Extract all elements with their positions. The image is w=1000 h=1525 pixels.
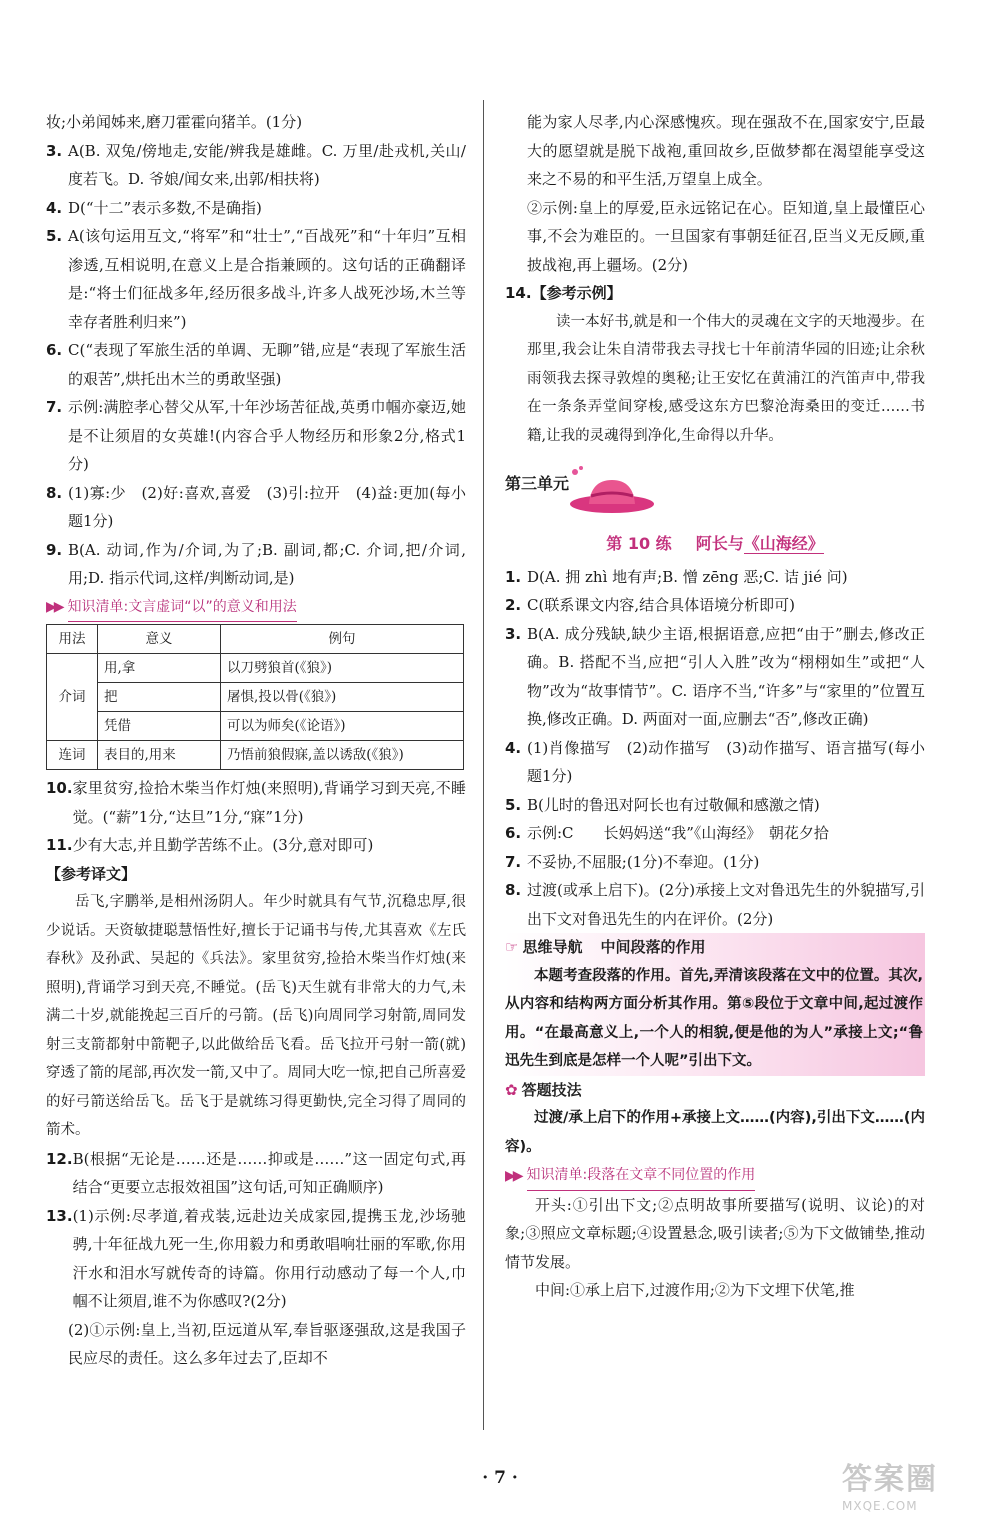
- table-header: 例句: [221, 625, 464, 654]
- answer-item: [46, 1202, 466, 1316]
- answer-text: 示例:C 长妈妈送“我”《山海经》 朝花夕拾: [527, 824, 829, 842]
- answer-text: C(“表现了军旅生活的单调、无聊”错,应是“表现了军旅生活的艰苦”,烘托出木兰的勇敢坚强): [68, 341, 466, 388]
- reference-example-header: 【参考示例】: [531, 284, 622, 302]
- answer-item: [46, 194, 466, 223]
- unit-title: 第三单元: [505, 474, 570, 493]
- answer-list-a: [46, 137, 466, 593]
- table-header: 意义: [98, 625, 221, 654]
- table-header-row: [47, 625, 464, 654]
- answer-item: [505, 279, 925, 308]
- answer-number: 4.: [505, 738, 522, 757]
- table-cell-meaning: 凭借: [98, 712, 221, 741]
- table-row: [47, 683, 464, 712]
- reference-translation: 岳飞,字鹏举,是相州汤阴人。年少时就具有气节,沉稳忠厚,很少说话。天资敏捷聪慧悟性好,擅长于记诵书与传,尤其喜欢《左氏春秋》及孙武、吴起的《兵法》。家里贫穷,捡拾木柴当作灯烛(来照明),背诵学习到天亮,不睡觉。(岳飞)天生就有非常大的力气,未满二十岁,就能挽起三百斤的弓箭。(岳飞)向周同学习射箭,周同发射三支箭都射中箭靶子,以此做给岳飞看。岳飞拉开弓射一箭(就)穿透了箭的尾部,再次发一箭,又中了。周同大吃一惊,把自己所喜爱的好弓箭送给岳飞。岳飞于是就练习得更勤快,完全习得了周同的箭术。: [46, 894, 466, 1138]
- answer-text: C(联系课文内容,结合具体语境分析即可): [527, 596, 795, 614]
- answer-text: 少有大志,并且勤学苦练不止。(3分,意对即可): [72, 836, 374, 854]
- knowledge-list-header: ▶▶ 知识清单:文言虚词“以”的意义和用法: [46, 593, 466, 623]
- answer-item: [46, 137, 466, 194]
- answer-number: 13.: [46, 1206, 73, 1225]
- table-cell-usage: 介词: [47, 654, 98, 741]
- column-divider: [483, 100, 484, 1430]
- unit-banner: [505, 462, 925, 522]
- answer-text: 过渡(或承上启下)。(2分)承接上文对鲁迅先生的外貌描写,引出下文对鲁迅先生的内在评价。(2分): [527, 881, 925, 928]
- answer-list-b: [46, 774, 466, 860]
- answer-number: 1.: [505, 567, 522, 586]
- answer-item: [505, 848, 925, 877]
- reference-translation-header: 【参考译文】: [46, 864, 137, 883]
- answer-number: 5.: [46, 227, 63, 245]
- table-cell-meaning: 表目的,用来: [98, 741, 221, 770]
- answer-item: [505, 791, 925, 820]
- answer-text: A(B. 双兔/傍地走,安能/辨我是雄雌。C. 万里/赴戎机,关山/度若飞。D. 爷娘/闻女来,出郭/相扶将): [68, 141, 466, 188]
- table-row: [47, 741, 464, 770]
- answer-item: [46, 222, 466, 336]
- thinking-guide-box: [505, 933, 925, 1076]
- answer-item: [505, 876, 925, 933]
- answer-text: A(该句运用互文,“将军”和“壮士”,“百战死”和“十年归”互相渗透,互相说明,在意义上是合指兼顾的。这句话的正确翻译是:“将士们征战多年,经历很多战斗,许多人战死沙场,木兰等幸存者胜利归来”): [68, 227, 466, 331]
- answer-number: 6.: [505, 824, 522, 842]
- answer-number: 2.: [505, 596, 522, 614]
- table-cell-example: 乃悟前狼假寐,盖以诱敌(《狼》): [221, 741, 464, 770]
- answer-number: 8.: [505, 881, 522, 899]
- answer-item: [46, 831, 466, 860]
- answer-text: B(A. 动词,作为/介词,为了;B. 副词,都;C. 介词,把/介词,用;D. 指示代词,这样/判断动词,是): [68, 540, 466, 587]
- answer-text: 示例:满腔孝心替父从军,十年沙场苦征战,英勇巾帼亦豪迈,她是不让须眉的女英雄!(内容合乎人物经历和形象2分,格式1分): [68, 398, 466, 473]
- table-row: [47, 654, 464, 683]
- answer-number: 5.: [505, 795, 522, 814]
- knowledge-list-header: ▶▶ 知识清单:段落在文章不同位置的作用: [505, 1161, 925, 1191]
- answer-number: 6.: [46, 341, 63, 359]
- table-row: [47, 712, 464, 741]
- hat-icon: [567, 462, 657, 518]
- answer-item: [505, 563, 925, 592]
- answer-item: [505, 620, 925, 734]
- answer-number: 10.: [46, 779, 73, 797]
- answer-13-2: (2)①示例:皇上,当初,臣远道从军,奉旨驱逐强敌,这是我国子民应尽的责任。这么多年过去了,臣却不: [68, 1320, 466, 1367]
- flower-icon: ✿: [505, 1080, 518, 1099]
- reference-example: 读一本好书,就是和一个伟大的灵魂在文字的天地漫步。在那里,我会让朱自清带我去寻找七十年前清华园的旧迹;让余秋雨领我去探寻敦煌的奥秘;让王安忆在黄浦江的汽笛声中,带我在一条条弄堂间穿梭,感受这东方巴黎沧海桑田的变迁……书籍,让我的灵魂得到净化,生命得以升华。: [527, 313, 925, 444]
- answer-number: 11.: [46, 836, 73, 854]
- answer-13-2-part2: ②示例:皇上的厚爱,臣永远铭记在心。臣知道,皇上最懂臣心事,不会为难臣的。一旦国家有事朝廷征召,臣当义无反顾,重披战袍,再上疆场。(2分): [527, 198, 925, 274]
- answer-item: [46, 536, 466, 593]
- answer-number: 12.: [46, 1149, 73, 1168]
- double-arrow-icon: ▶▶: [505, 1167, 521, 1184]
- answer-item: [46, 774, 466, 831]
- answer-item: [46, 393, 466, 479]
- thinking-guide-title: ☞ 思维导航 中间段落的作用: [505, 933, 923, 962]
- answer-number: 9.: [46, 540, 63, 559]
- answer-item: [505, 734, 925, 791]
- answer-text: D(“十二”表示多数,不是确指): [68, 198, 262, 217]
- watermark-logo: 答案圈 MXQE.COM: [842, 1462, 938, 1513]
- answer-number: 8.: [46, 483, 63, 502]
- answer-tips-text: 过渡/承上启下的作用+承接上文……(内容),引出下文……(内容)。: [505, 1110, 925, 1155]
- lesson-title: 第 10 练 阿长与《山海经》: [606, 534, 824, 553]
- answer-item: [46, 1145, 466, 1202]
- left-column: [46, 108, 466, 1373]
- answer-text: (1)肖像描写 (2)动作描写 (3)动作描写、语言描写(每小题1分): [527, 738, 925, 785]
- answer-number: 3.: [505, 624, 522, 643]
- answer-number: 3.: [46, 141, 63, 160]
- usage-table: [46, 624, 464, 770]
- answer-13-continuation: 能为家人尽孝,内心深感愧疚。现在强敌不在,国家安宁,臣最大的愿望就是脱下战袍,重回故乡,臣做梦都在渴望能享受这来之不易的和平生活,万望皇上成全。: [527, 113, 925, 188]
- table-cell-meaning: 把: [98, 683, 221, 712]
- thinking-guide-text: 本题考查段落的作用。首先,弄清该段落在文中的位置。其次,从内容和结构两方面分析其作用。第⑤段位于文章中间,起过渡作用。“在最高意义上,一个人的相貌,便是他的为人”承接上文;“鲁迅先生到底是怎样一个人呢”引出下文。: [505, 967, 923, 1069]
- answer-tips-box: [505, 1076, 925, 1162]
- paragraph-start-role: 开头:①引出下文;②点明故事所要描写(说明、议论)的对象;③照应文章标题;④设置悬念,吸引读者;⑤为下文做铺垫,推动情节发展。: [505, 1195, 925, 1271]
- answer-continuation: 妆;小弟闻姊来,磨刀霍霍向猪羊。(1分): [46, 113, 303, 131]
- right-column: [505, 108, 925, 1305]
- table-cell-example: 可以为师矣(《论语》): [221, 712, 464, 741]
- answer-number: 14.: [505, 284, 532, 302]
- answer-text: B(A. 成分残缺,缺少主语,根据语意,应把“由于”删去,修改正确。B. 搭配不当,应把“引人入胜”改为“栩栩如生”或把“人物”改为“故事情节”。C. 语序不当,“许多”与“家里的”位置互换,修改正确。D. 两面对一面,应删去“否”,修改正确): [527, 624, 925, 728]
- table-cell-example: 屠惧,投以骨(《狼》): [221, 683, 464, 712]
- answer-text: B(根据“无论是……还是……抑或是……”这一固定句式,再结合“更要立志报效祖国”这句话,可知正确顺序): [72, 1149, 466, 1196]
- answer-item: [46, 336, 466, 393]
- answer-text: 不妥协,不屈服;(1分)不奉迎。(1分): [527, 852, 760, 871]
- answer-number: 7.: [505, 852, 522, 871]
- answer-list-c: [46, 1145, 466, 1316]
- paragraph-middle-role: 中间:①承上启下,过渡作用;②为下文埋下伏笔,推: [535, 1281, 855, 1299]
- answer-text: D(A. 拥 zhì 地有声;B. 憎 zēng 恶;C. 诘 jié 问): [527, 567, 848, 586]
- answer-text: B(儿时的鲁迅对阿长也有过敬佩和感激之情): [527, 795, 820, 814]
- table-cell-meaning: 用,拿: [98, 654, 221, 683]
- table-cell-example: 以刀劈狼首(《狼》): [221, 654, 464, 683]
- answer-number: 7.: [46, 398, 63, 416]
- pointing-hand-icon: ☞: [505, 938, 519, 956]
- table-header: 用法: [47, 625, 98, 654]
- answer-item: [505, 591, 925, 620]
- answer-list-right: [505, 563, 925, 934]
- table-cell-usage: 连词: [47, 741, 98, 770]
- answer-text: 家里贫穷,捡拾木柴当作灯烛(来照明),背诵学习到天亮,不睡觉。(“薪”1分,“达旦”1分,“寐”1分): [72, 779, 466, 826]
- answer-text: (1)寡:少 (2)好:喜欢,喜爱 (3)引:拉开 (4)益:更加(每小题1分): [68, 483, 466, 530]
- answer-tips-title: ✿ 答题技法: [505, 1076, 925, 1105]
- answer-text: (1)示例:尽孝道,着戎装,远赴边关成家园,提携玉龙,沙场驰骋,十年征战九死一生,你用毅力和勇敢唱响壮丽的军歌,你用汗水和泪水写就传奇的诗篇。你用行动感动了每一个人,巾帼不让须眉,谁不为你感叹?(2分): [72, 1206, 466, 1310]
- answer-number: 4.: [46, 198, 63, 217]
- answer-item: [505, 819, 925, 848]
- answer-item: [46, 479, 466, 536]
- double-arrow-icon: ▶▶: [46, 599, 62, 615]
- page-number: · 7 ·: [482, 1468, 518, 1488]
